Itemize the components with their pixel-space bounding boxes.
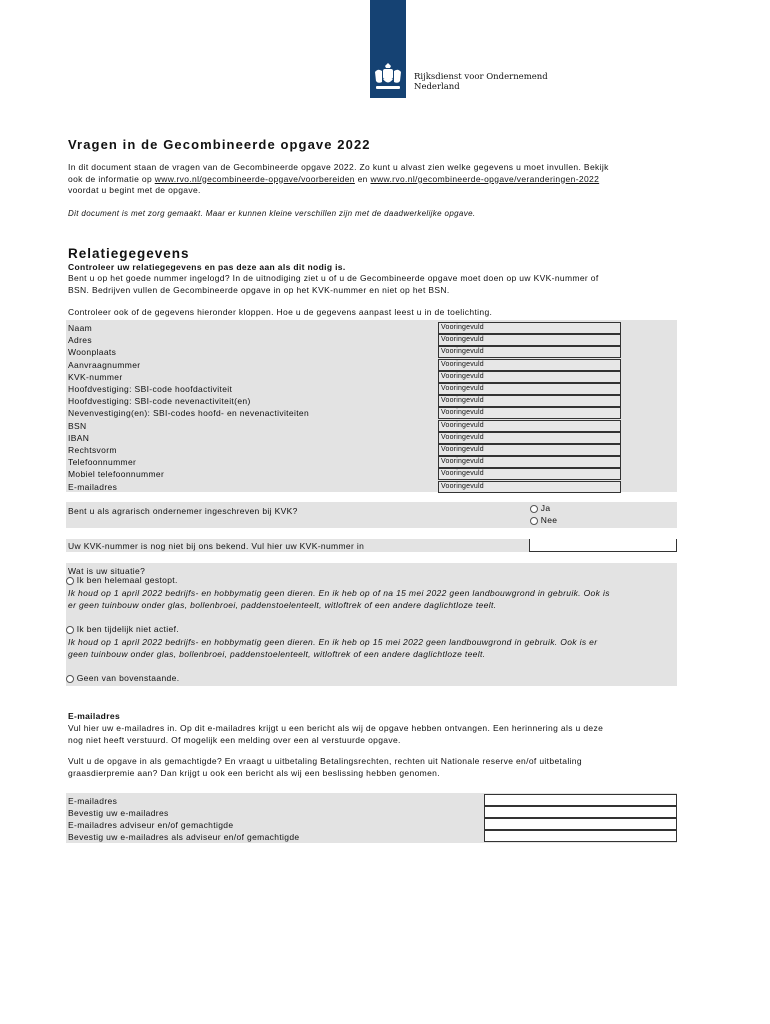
- relatie-label: Naam: [68, 323, 93, 333]
- relatie-field-sbi-nevenactiviteit: Vooringevuld: [438, 395, 621, 407]
- agrarisch-question: Bent u als agrarisch ondernemer ingeschreven bij KVK?: [68, 506, 298, 516]
- radio-ja-circle[interactable]: [530, 505, 538, 513]
- relatie-row: [68, 346, 678, 358]
- relatie-label: Woonplaats: [68, 347, 117, 358]
- relatie-row: [68, 444, 678, 456]
- disclaimer: Dit document is met zorg gemaakt. Maar er kunnen kleine verschillen zijn met de daadwerkelijke opgave.: [68, 209, 476, 218]
- email-confirm-label: Bevestig uw e-mailadres: [68, 808, 169, 818]
- relatie-label: BSN: [68, 420, 87, 431]
- email-paragraph-2: Vult u de opgave in als gemachtigde? En vraagt u uitbetaling Betalingsrechten, rechten uit Nationale reserve en/of uitbetaling graasdierpremie aan? Dan krijgt u ook een bericht als wij een beslissing hebben genomen.: [68, 756, 582, 778]
- radio-tijdelijk-niet-actief[interactable]: [66, 624, 179, 634]
- relatie-label: Hoofdvestiging: SBI-code hoofdactiviteit: [68, 384, 233, 394]
- relatie-field-telefoonnummer: Vooringevuld: [438, 456, 621, 468]
- relatie-label: Rechtsvorm: [68, 445, 117, 455]
- relatie-row: [68, 359, 678, 371]
- relatie-field-sbi-hoofdactiviteit: Vooringevuld: [438, 383, 621, 395]
- intro-line3: voordat u begint met de opgave.: [68, 185, 201, 195]
- email-field-labels: [68, 795, 300, 843]
- kvk-label: Uw KVK-nummer is nog niet bij ons bekend. Vul hier uw KVK-nummer in: [68, 541, 365, 551]
- email-paragraph-1: Vul hier uw e-mailadres in. Op dit e-mailadres krijgt u een bericht als wij de opgave hebben ontvangen. Een herinnering als u deze nog niet heeft verstuurd. Of mogelijk een melding over een al verstuurde opgave.: [68, 723, 604, 745]
- radio-geen-van-bovenstaande-label: Geen van bovenstaande.: [76, 673, 180, 683]
- relatie-label: Aanvraagnummer: [68, 359, 141, 370]
- relatie-row: [68, 334, 678, 346]
- intro-paragraph: [68, 162, 609, 197]
- radio-nee-label: Nee: [540, 515, 558, 525]
- relatie-row: [68, 322, 678, 334]
- relatie-text: Bent u op het goede nummer ingelogd? In de uitnodiging ziet u of u de Gecombineerde opgave moet doen op uw KVK-nummer of BSN. Bedrijven vullen de Gecombineerde opgave in op het KVK-nummer en niet op het BSN.: [68, 273, 599, 295]
- relatie-row: [68, 420, 678, 432]
- radio-geen-van-bovenstaande-circle[interactable]: [66, 675, 74, 683]
- organization-name-line1: Rijksdienst voor Ondernemend: [414, 72, 548, 82]
- relatie-field-adres: Vooringevuld: [438, 334, 621, 346]
- radio-nee[interactable]: [530, 515, 557, 525]
- email-input[interactable]: [484, 794, 677, 806]
- relatie-label: KVK-nummer: [68, 371, 123, 382]
- relatie-row: [68, 371, 678, 383]
- radio-tijdelijk-niet-actief-label: Ik ben tijdelijk niet actief.: [76, 624, 179, 634]
- email-adviseur-label: E-mailadres adviseur en/of gemachtigde: [68, 820, 234, 830]
- intro-line1: In dit document staan de vragen van de Gecombineerde opgave 2022. Zo kunt u alvast zien welke gegevens u moet invullen. Bekijk: [68, 162, 609, 172]
- relatie-subheading: Controleer uw relatiegegevens en pas deze aan als dit nodig is.: [68, 262, 346, 272]
- relatie-field-bsn: Vooringevuld: [438, 420, 621, 432]
- radio-helemaal-gestopt[interactable]: [66, 575, 178, 585]
- email-adviseur-input[interactable]: [484, 818, 677, 830]
- relatie-row: [68, 432, 678, 444]
- relatie-field-woonplaats: Vooringevuld: [438, 346, 621, 358]
- relatie-row: [68, 395, 678, 407]
- relatie-row: [68, 456, 678, 468]
- situatie-question: Wat is uw situatie?: [68, 566, 146, 576]
- radio-tijdelijk-niet-actief-circle[interactable]: [66, 626, 74, 634]
- organization-name-line2: Nederland: [414, 82, 460, 92]
- radio-ja-label: Ja: [540, 503, 551, 513]
- relatie-label: Adres: [68, 335, 92, 346]
- relatie-label: IBAN: [68, 432, 90, 443]
- relatie-label: Hoofdvestiging: SBI-code nevenactiviteit(en): [68, 396, 251, 407]
- email-heading: E-mailadres: [68, 711, 121, 721]
- intro-line2: ook de informatie op www.rvo.nl/gecombineerde-opgave/voorbereiden en www.rvo.nl/gecombineerde-opgave/veranderingen-2022: [68, 173, 600, 184]
- relatie-field-rechtsvorm: Vooringevuld: [438, 444, 621, 456]
- relatie-field-mobiel: Vooringevuld: [438, 468, 621, 480]
- relatie-row: [68, 468, 678, 480]
- organization-name: [414, 72, 548, 92]
- relatie-label: Telefoonnummer: [68, 457, 137, 468]
- relatie-field-emailadres: Vooringevuld: [438, 481, 621, 493]
- link-voorbereiden[interactable]: www.rvo.nl/gecombineerde-opgave/voorbereiden: [154, 173, 355, 184]
- email-adviseur-confirm-input[interactable]: [484, 830, 677, 842]
- relatie-field-iban: Vooringevuld: [438, 432, 621, 444]
- situatie-opt1-description: Ik houd op 1 april 2022 bedrijfs- en hobbymatig geen dieren. En ik heb op of na 15 mei 2022 geen landbouwgrond in gebruik. Ook is er geen tuinbouw onder glas, bollenbroei, paddenstoelenteelt, witloftrek of een andere daglichtloze teelt.: [68, 588, 610, 610]
- section-heading-relatiegegevens: Relatiegegevens: [68, 246, 190, 261]
- relatie-field-aanvraagnummer: Vooringevuld: [438, 359, 621, 371]
- situatie-opt2-description: Ik houd op 1 april 2022 bedrijfs- en hobbymatig geen dieren. En ik heb op 15 mei 2022 geen landbouwgrond in gebruik. Ook is er geen tuinbouw onder glas, bollenbroei, paddenstoelenteelt, witloftrek of een andere daglichtloze teelt.: [68, 637, 598, 659]
- email-adviseur-confirm-label: Bevestig uw e-mailadres als adviseur en/of gemachtigde: [68, 832, 300, 842]
- relatie-field-naam: Vooringevuld: [438, 322, 621, 334]
- relatie-field-kvk-nummer: Vooringevuld: [438, 371, 621, 383]
- relatie-label: Nevenvestiging(en): SBI-codes hoofd- en nevenactiviteiten: [68, 408, 310, 419]
- relatie-field-sbi-nevenvestiging: Vooringevuld: [438, 407, 621, 419]
- relatie-row: [68, 383, 678, 395]
- document-title: Vragen in de Gecombineerde opgave 2022: [68, 137, 371, 152]
- relatie-row: [68, 407, 678, 419]
- radio-helemaal-gestopt-label: Ik ben helemaal gestopt.: [76, 575, 178, 585]
- link-veranderingen[interactable]: www.rvo.nl/gecombineerde-opgave/veranderingen-2022: [370, 173, 600, 184]
- coat-of-arms-icon: [371, 62, 405, 92]
- email-confirm-input[interactable]: [484, 806, 677, 818]
- relatie-row: [68, 481, 678, 493]
- email-label: E-mailadres: [68, 796, 118, 806]
- radio-geen-van-bovenstaande[interactable]: [66, 673, 179, 683]
- kvk-nummer-input[interactable]: [529, 539, 677, 552]
- radio-nee-circle[interactable]: [530, 517, 538, 525]
- relatie-label: E-mailadres: [68, 481, 118, 492]
- radio-ja[interactable]: [530, 503, 550, 513]
- relatie-text-controle: Controleer ook of de gegevens hieronder kloppen. Hoe u de gegevens aanpast leest u in de toelichting.: [68, 307, 493, 317]
- relatie-label: Mobiel telefoonnummer: [68, 469, 165, 480]
- radio-helemaal-gestopt-circle[interactable]: [66, 577, 74, 585]
